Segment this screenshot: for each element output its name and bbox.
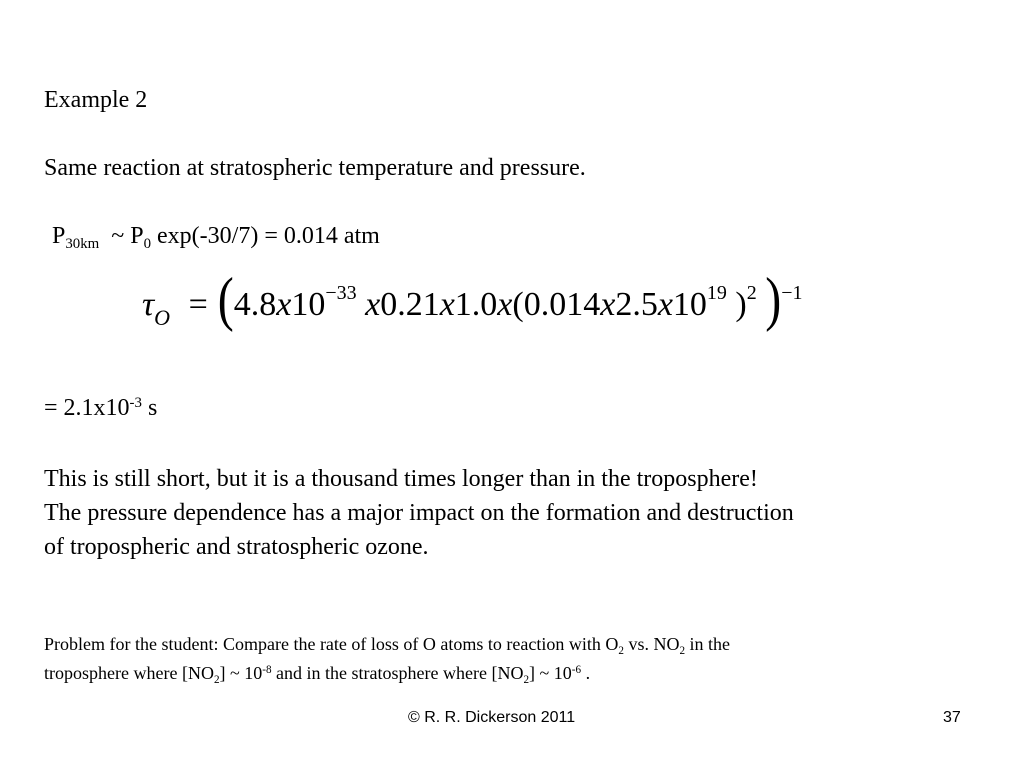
eq-x2: x: [365, 286, 381, 323]
eq-part5: 2.5: [615, 286, 658, 323]
problem-line2-c: and in the stratosphere where [NO: [271, 663, 524, 683]
paragraph-line: of tropospheric and stratospheric ozone.: [44, 534, 429, 560]
eq-ten1: 10: [291, 286, 326, 323]
result-suffix: s: [141, 395, 158, 421]
eq-part1: 4.8: [233, 286, 277, 323]
o2-subscript: 2: [618, 644, 624, 657]
pressure-line: [52, 222, 380, 250]
no2-subscript: 2: [523, 673, 530, 686]
result-prefix: = 2.1x10: [44, 395, 130, 421]
left-paren: (: [217, 266, 234, 333]
intro-text: Same reaction at stratospheric temperature and pressure.: [44, 155, 586, 181]
eq-x3: x: [439, 286, 455, 323]
problem-line2-a: troposphere where [NO: [44, 663, 214, 683]
eq-exp2: 19: [706, 282, 727, 304]
result-line: [44, 394, 157, 422]
troposphere-exponent: -8: [262, 663, 272, 676]
no2-subscript: 2: [213, 673, 220, 686]
tau-subscript: O: [154, 305, 171, 330]
eq-ten2: 10: [672, 286, 707, 323]
eq-x4: x: [497, 286, 513, 323]
eq-close-inner: ): [735, 286, 747, 323]
problem-line1-c: in the: [685, 634, 731, 654]
eq-exp4: −1: [781, 282, 803, 304]
page-number: 37: [943, 709, 961, 726]
pressure-rest: exp(-30/7) = 0.014 atm: [151, 223, 380, 249]
problem-text: [44, 630, 730, 688]
problem-line1-a: Problem for the student: Compare the rate of loss of O atoms to reaction with O: [44, 634, 619, 654]
eq-x1: x: [276, 286, 292, 323]
pressure0-subscript: 0: [143, 235, 152, 252]
problem-line2-d: ] ~ 10: [529, 663, 572, 683]
pressure-tilde: ~ P: [111, 223, 144, 249]
eq-part2: 0.21: [380, 286, 440, 323]
tau-symbol: τ: [142, 286, 155, 323]
pressure-subscript: 30km: [65, 235, 100, 252]
problem-line1-b: vs. NO: [623, 634, 680, 654]
paragraph-line: This is still short, but it is a thousand times longer than in the troposphere!: [44, 466, 758, 492]
problem-line-1: [44, 630, 730, 659]
tau-equation: [142, 266, 803, 333]
eq-x5: x: [600, 286, 616, 323]
problem-line2-b: ] ~ 10: [219, 663, 263, 683]
eq-exp3: 2: [746, 282, 757, 304]
explanation-paragraph: [44, 462, 794, 564]
paragraph-line: The pressure dependence has a major impact on the formation and destruction: [44, 500, 794, 526]
eq-part3: 1.0: [454, 286, 498, 323]
problem-line2-e: .: [581, 663, 591, 683]
problem-line-2: [44, 659, 730, 688]
equation-equals: =: [188, 286, 208, 323]
eq-part4: (0.014: [512, 286, 601, 323]
pressure-symbol: P: [52, 223, 66, 249]
copyright-footer: © R. R. Dickerson 2011: [408, 709, 576, 726]
example-heading: Example 2: [44, 87, 148, 113]
eq-x6: x: [657, 286, 673, 323]
right-paren: ): [765, 266, 782, 333]
stratosphere-exponent: -6: [571, 663, 582, 676]
no2-subscript: 2: [679, 644, 686, 657]
result-exponent: -3: [129, 394, 142, 411]
eq-exp1: −33: [325, 282, 357, 304]
